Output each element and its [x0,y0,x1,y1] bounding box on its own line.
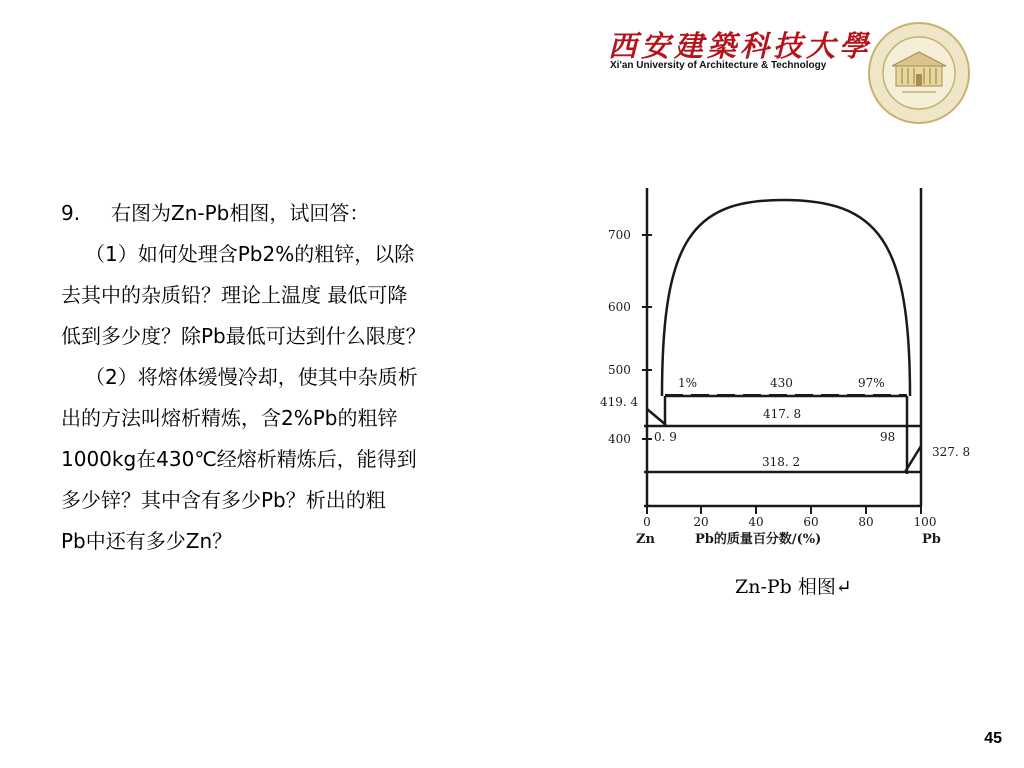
miscibility-gap-curve [662,200,910,396]
temp-label-327: 327. 8 [932,445,971,459]
phase-diagram [600,180,1000,610]
x-tick-label: 0 [643,515,651,529]
temp-label-419: 419. 4 [600,395,639,409]
diagram-caption: Zn-Pb 相图↵ [735,576,852,598]
university-name-en: Xi'an University of Architecture & Technology [610,60,827,71]
x-tick-label: 40 [748,515,764,529]
x-axis-label: Pb的质量百分数/(%) [695,532,822,547]
y-tick-label: 600 [608,300,631,314]
temp-label-318: 318. 2 [762,455,801,469]
question-line: 1000kg在430℃经熔析精炼后，能得到 [61,447,417,471]
pct-label-1: 1% [678,376,698,390]
question-line: Pb中还有多少Zn？ [61,529,233,553]
question-intro [61,193,581,234]
x-tick-label: 100 [913,515,937,529]
question-line: 出的方法叫熔析精炼，含2%Pb的粗锌 [61,406,398,430]
question-line: 多少锌？其中含有多少Pb？析出的粗 [61,488,386,512]
pct-label-0-9: 0. 9 [654,430,677,444]
x-tick-label: 80 [858,515,874,529]
y-tick-label: 500 [608,363,631,377]
zn-end-label: Zn [636,532,655,547]
question-line: （1）如何处理含Pb2%的粗锌，以除 [85,242,415,266]
question-number: 9. [61,201,81,225]
university-seal-icon [866,20,972,126]
x-tick-label: 20 [693,515,709,529]
y-tick-label: 700 [608,228,631,242]
temp-label-430: 430 [770,376,793,390]
y-tick-label: 400 [608,432,631,446]
question-block [61,193,581,562]
pct-label-97: 97% [858,376,885,390]
question-line: （2）将熔体缓慢冷却，使其中杂质析 [85,365,418,389]
pb-end-label: Pb [922,532,941,547]
pct-label-98: 98 [880,430,896,444]
university-name-cn: 西安建築科技大學 [608,29,873,63]
temp-label-417: 417. 8 [763,407,802,421]
page-number: 45 [984,730,1002,747]
zn-liquidus-line [647,409,666,425]
question-line: 去其中的杂质铅？理论上温度 最低可降 [61,283,408,307]
question-intro-text: 右图为Zn-Pb相图，试回答： [111,201,370,225]
x-tick-label: 60 [803,515,819,529]
question-line: 低到多少度？除Pb最低可达到什么限度？ [61,324,426,348]
university-logo [604,24,873,76]
